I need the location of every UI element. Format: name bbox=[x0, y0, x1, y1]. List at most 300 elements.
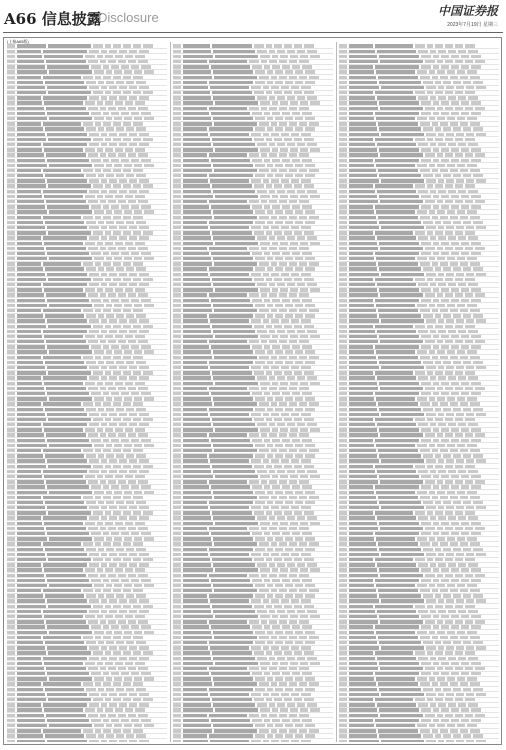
table-cell bbox=[381, 86, 424, 89]
table-cell bbox=[131, 719, 139, 722]
table-cell bbox=[378, 449, 418, 452]
table-cell bbox=[183, 107, 207, 110]
table-cell bbox=[339, 226, 347, 229]
table-cell bbox=[173, 216, 181, 219]
table-cell bbox=[211, 299, 250, 302]
table-cell bbox=[105, 335, 113, 338]
table-cell bbox=[426, 179, 436, 182]
table-cell bbox=[7, 314, 15, 317]
table-cell bbox=[295, 501, 303, 504]
table-cell bbox=[292, 112, 300, 115]
table-cell bbox=[451, 485, 459, 488]
table-cell bbox=[124, 724, 132, 727]
table-cell bbox=[295, 257, 303, 260]
table-cell bbox=[377, 657, 416, 660]
table-cell bbox=[437, 340, 443, 343]
table-cell bbox=[261, 340, 267, 343]
table-cell bbox=[7, 330, 15, 333]
table-cell bbox=[44, 522, 82, 525]
table-cell bbox=[183, 242, 213, 245]
table-cell bbox=[136, 221, 146, 224]
table-cell bbox=[277, 50, 285, 53]
table-cell bbox=[255, 548, 265, 551]
table-cell bbox=[45, 174, 84, 177]
table-cell bbox=[375, 392, 419, 395]
table-cell bbox=[471, 242, 481, 245]
table-cell bbox=[183, 356, 212, 359]
table-cell bbox=[429, 584, 435, 587]
table-cell bbox=[47, 366, 88, 369]
table-cell bbox=[101, 376, 107, 379]
table-cell bbox=[89, 190, 99, 193]
table-cell bbox=[279, 449, 287, 452]
table-cell bbox=[339, 330, 347, 333]
table-cell bbox=[134, 444, 142, 447]
table-cell bbox=[143, 651, 153, 654]
table-cell bbox=[44, 662, 82, 665]
table-cell bbox=[114, 350, 122, 353]
table-cell bbox=[455, 433, 463, 436]
table-cell bbox=[255, 491, 265, 494]
table-cell bbox=[432, 496, 438, 499]
table-cell bbox=[45, 734, 84, 737]
table-cell bbox=[100, 153, 106, 156]
table-cell bbox=[131, 485, 139, 488]
table-cell bbox=[339, 402, 347, 405]
table-cell bbox=[438, 273, 444, 276]
table-cell bbox=[420, 449, 430, 452]
table-cell bbox=[421, 55, 431, 58]
table-cell bbox=[448, 563, 456, 566]
table-cell bbox=[7, 568, 15, 571]
table-cell bbox=[47, 740, 88, 742]
table-cell bbox=[7, 143, 15, 146]
table-cell bbox=[103, 216, 111, 219]
table-cell bbox=[119, 740, 127, 742]
table-cell bbox=[269, 236, 275, 239]
table-cell bbox=[267, 164, 273, 167]
table-cell bbox=[83, 122, 93, 125]
table-cell bbox=[85, 662, 95, 665]
table-cell bbox=[252, 65, 262, 68]
table-cell bbox=[279, 122, 287, 125]
table-cell bbox=[451, 662, 459, 665]
table-cell bbox=[447, 537, 455, 540]
table-cell bbox=[17, 703, 41, 706]
table-cell bbox=[310, 335, 320, 338]
table-cell bbox=[426, 319, 436, 322]
table-cell bbox=[291, 740, 299, 742]
table-cell bbox=[126, 267, 134, 270]
table-cell bbox=[463, 81, 471, 84]
table-cell bbox=[291, 459, 299, 462]
table-cell bbox=[267, 397, 273, 400]
table-cell bbox=[121, 65, 129, 68]
table-cell bbox=[109, 366, 117, 369]
table-cell bbox=[47, 719, 89, 722]
table-cell bbox=[339, 574, 347, 577]
table-cell bbox=[441, 288, 449, 291]
table-cell bbox=[421, 112, 431, 115]
table-cell bbox=[426, 646, 436, 649]
table-cell bbox=[183, 506, 208, 509]
table-cell bbox=[105, 382, 113, 385]
table-cell bbox=[17, 81, 43, 84]
table-cell bbox=[111, 532, 119, 535]
table-cell bbox=[421, 615, 431, 618]
table-cell bbox=[435, 325, 443, 328]
table-cell bbox=[100, 387, 106, 390]
table-cell bbox=[339, 164, 347, 167]
table-cell bbox=[89, 330, 99, 333]
table-cell bbox=[349, 299, 373, 302]
table-cell bbox=[135, 242, 145, 245]
table-cell bbox=[209, 60, 247, 63]
masthead-logo: 中国证券报 bbox=[437, 4, 498, 18]
table-cell bbox=[282, 439, 290, 442]
table-cell bbox=[349, 657, 375, 660]
table-cell bbox=[297, 610, 305, 613]
table-cell bbox=[83, 356, 93, 359]
table-cell bbox=[252, 672, 262, 675]
table-cell bbox=[465, 138, 475, 141]
table-cell bbox=[212, 698, 252, 701]
table-cell bbox=[252, 252, 262, 255]
table-cell bbox=[252, 299, 262, 302]
table-cell bbox=[339, 428, 347, 431]
table-cell bbox=[173, 273, 181, 276]
table-cell bbox=[349, 563, 375, 566]
table-cell bbox=[379, 174, 421, 177]
table-cell bbox=[445, 605, 453, 608]
table-cell bbox=[461, 242, 469, 245]
table-cell bbox=[339, 133, 347, 136]
table-cell bbox=[123, 356, 131, 359]
table-cell bbox=[173, 459, 181, 462]
table-cell bbox=[289, 216, 297, 219]
table-cell bbox=[260, 428, 270, 431]
table-cell bbox=[173, 195, 181, 198]
table-cell bbox=[83, 542, 93, 545]
table-cell bbox=[349, 636, 376, 639]
table-cell bbox=[285, 734, 293, 737]
table-cell bbox=[421, 382, 431, 385]
table-cell bbox=[438, 50, 446, 53]
table-cell bbox=[475, 247, 485, 250]
table-cell bbox=[274, 605, 282, 608]
table-cell bbox=[139, 226, 149, 229]
table-cell bbox=[339, 537, 347, 540]
table-cell bbox=[445, 325, 453, 328]
table-cell bbox=[261, 60, 267, 63]
table-cell bbox=[111, 252, 119, 255]
table-cell bbox=[285, 724, 293, 727]
table-cell bbox=[47, 86, 88, 89]
table-cell bbox=[173, 247, 181, 250]
table-cell bbox=[421, 299, 431, 302]
table-cell bbox=[470, 76, 480, 79]
table-cell bbox=[7, 703, 15, 706]
table-cell bbox=[443, 734, 451, 737]
table-cell bbox=[302, 392, 312, 395]
table-cell bbox=[275, 350, 283, 353]
table-cell bbox=[105, 558, 111, 561]
table-cell bbox=[290, 288, 298, 291]
table-cell bbox=[349, 465, 373, 468]
table-cell bbox=[183, 496, 212, 499]
table-cell bbox=[85, 101, 95, 104]
table-cell bbox=[349, 662, 377, 665]
table-cell bbox=[305, 444, 315, 447]
table-cell bbox=[260, 101, 270, 104]
table-cell bbox=[91, 625, 101, 628]
table-cell bbox=[426, 459, 436, 462]
table-cell bbox=[118, 387, 126, 390]
table-cell bbox=[7, 148, 15, 151]
table-cell bbox=[135, 195, 145, 198]
table-cell bbox=[272, 252, 280, 255]
table-cell bbox=[44, 428, 82, 431]
table-cell bbox=[254, 558, 264, 561]
table-cell bbox=[141, 625, 151, 628]
table-cell bbox=[46, 293, 86, 296]
table-cell bbox=[139, 366, 149, 369]
table-cell bbox=[349, 107, 378, 110]
table-cell bbox=[455, 44, 463, 47]
table-cell bbox=[255, 361, 265, 364]
table-cell bbox=[183, 444, 211, 447]
table-cell bbox=[475, 620, 485, 623]
table-cell bbox=[214, 262, 256, 265]
table-cell bbox=[304, 558, 314, 561]
table-cell bbox=[133, 76, 143, 79]
table-cell bbox=[114, 304, 122, 307]
table-cell bbox=[470, 729, 480, 732]
table-cell bbox=[89, 423, 99, 426]
table-cell bbox=[123, 589, 131, 592]
table-cell bbox=[271, 542, 277, 545]
table-cell bbox=[91, 392, 101, 395]
table-cell bbox=[260, 195, 270, 198]
table-cell bbox=[297, 283, 305, 286]
table-cell bbox=[45, 454, 84, 457]
table-cell bbox=[260, 615, 270, 618]
table-cell bbox=[113, 216, 121, 219]
table-cell bbox=[91, 579, 101, 582]
table-cell bbox=[339, 480, 347, 483]
table-cell bbox=[435, 371, 443, 374]
table-cell bbox=[115, 475, 123, 478]
table-cell bbox=[269, 283, 275, 286]
table-cell bbox=[144, 444, 154, 447]
table-cell bbox=[17, 65, 45, 68]
table-cell bbox=[271, 226, 279, 229]
table-cell bbox=[302, 532, 312, 535]
table-cell bbox=[111, 439, 119, 442]
table-cell bbox=[83, 402, 93, 405]
table-cell bbox=[119, 50, 127, 53]
table-cell bbox=[471, 159, 481, 162]
table-cell bbox=[7, 423, 15, 426]
table-cell bbox=[282, 532, 290, 535]
table-cell bbox=[128, 620, 136, 623]
table-cell bbox=[173, 532, 181, 535]
table-cell bbox=[267, 174, 273, 177]
table-cell bbox=[143, 558, 153, 561]
table-cell bbox=[339, 44, 347, 47]
table-cell bbox=[17, 91, 46, 94]
table-cell bbox=[45, 127, 84, 130]
table-cell bbox=[214, 729, 256, 732]
table-cell bbox=[299, 729, 307, 732]
table-cell bbox=[115, 382, 123, 385]
table-cell bbox=[476, 693, 486, 696]
table-cell bbox=[443, 267, 451, 270]
table-cell bbox=[7, 740, 15, 742]
table-cell bbox=[476, 646, 486, 649]
table-cell bbox=[380, 340, 422, 343]
table-cell bbox=[86, 594, 96, 597]
table-cell bbox=[89, 693, 99, 696]
table-cell bbox=[299, 636, 307, 639]
table-cell bbox=[7, 589, 15, 592]
table-cell bbox=[209, 314, 253, 317]
table-cell bbox=[349, 288, 377, 291]
table-cell bbox=[144, 584, 154, 587]
table-cell bbox=[460, 542, 468, 545]
table-cell bbox=[430, 236, 436, 239]
table-cell bbox=[295, 548, 303, 551]
table-cell bbox=[17, 485, 45, 488]
table-cell bbox=[309, 356, 319, 359]
table-cell bbox=[173, 350, 181, 353]
table-cell bbox=[7, 117, 15, 120]
table-cell bbox=[17, 475, 42, 478]
table-cell bbox=[83, 496, 93, 499]
table-cell bbox=[287, 610, 295, 613]
table-cell bbox=[133, 698, 141, 701]
table-cell bbox=[47, 159, 89, 162]
table-cell bbox=[339, 356, 347, 359]
table-cell bbox=[377, 563, 416, 566]
table-cell bbox=[339, 522, 347, 525]
table-cell bbox=[269, 376, 275, 379]
table-cell bbox=[183, 693, 208, 696]
table-cell bbox=[267, 210, 273, 213]
table-cell bbox=[297, 143, 305, 146]
table-cell bbox=[123, 138, 131, 141]
table-cell bbox=[339, 698, 347, 701]
table-cell bbox=[257, 50, 267, 53]
table-cell bbox=[106, 688, 114, 691]
table-cell bbox=[138, 107, 148, 110]
table-cell bbox=[299, 480, 309, 483]
table-cell bbox=[417, 70, 427, 73]
table-cell bbox=[349, 96, 375, 99]
table-cell bbox=[183, 734, 207, 737]
table-cell bbox=[91, 252, 101, 255]
table-cell bbox=[183, 304, 211, 307]
table-cell bbox=[173, 740, 181, 742]
table-cell bbox=[455, 153, 463, 156]
table-cell bbox=[438, 693, 444, 696]
table-cell bbox=[299, 682, 307, 685]
table-cell bbox=[289, 60, 297, 63]
table-cell bbox=[476, 319, 486, 322]
table-cell bbox=[141, 112, 151, 115]
table-cell bbox=[377, 190, 416, 193]
table-cell bbox=[106, 70, 112, 73]
table-cell bbox=[98, 361, 104, 364]
table-cell bbox=[183, 423, 211, 426]
table-cell bbox=[93, 605, 103, 608]
table-cell bbox=[339, 708, 347, 711]
table-cell bbox=[445, 91, 453, 94]
table-cell bbox=[295, 594, 303, 597]
table-cell bbox=[466, 506, 474, 509]
table-cell bbox=[95, 729, 101, 732]
table-cell bbox=[339, 449, 347, 452]
table-cell bbox=[468, 96, 478, 99]
table-cell bbox=[94, 257, 104, 260]
table-cell bbox=[415, 231, 425, 234]
table-cell bbox=[264, 345, 270, 348]
table-cell bbox=[95, 542, 101, 545]
table-cell bbox=[143, 138, 153, 141]
table-cell bbox=[269, 610, 275, 613]
table-cell bbox=[453, 548, 461, 551]
table-cell bbox=[339, 376, 347, 379]
table-cell bbox=[447, 584, 455, 587]
table-cell bbox=[281, 86, 289, 89]
table-cell bbox=[173, 76, 181, 79]
table-cell bbox=[144, 677, 154, 680]
table-cell bbox=[349, 70, 374, 73]
table-cell bbox=[282, 252, 290, 255]
table-cell bbox=[349, 257, 374, 260]
table-cell bbox=[173, 65, 181, 68]
table-cell bbox=[435, 127, 441, 130]
table-cell bbox=[445, 153, 453, 156]
table-cell bbox=[89, 563, 99, 566]
table-cell bbox=[441, 568, 449, 571]
table-cell bbox=[271, 682, 277, 685]
table-column-2 bbox=[173, 44, 333, 742]
table-cell bbox=[119, 703, 127, 706]
table-cell bbox=[349, 65, 373, 68]
table-cell bbox=[252, 392, 262, 395]
table-cell bbox=[349, 376, 375, 379]
table-cell bbox=[259, 449, 269, 452]
table-cell bbox=[420, 402, 430, 405]
table-cell bbox=[105, 605, 111, 608]
table-cell bbox=[7, 216, 15, 219]
table-cell bbox=[284, 138, 292, 141]
table-cell bbox=[173, 496, 181, 499]
table-cell bbox=[451, 568, 459, 571]
table-cell bbox=[260, 242, 270, 245]
table-cell bbox=[17, 112, 45, 115]
table-cell bbox=[299, 433, 309, 436]
table-cell bbox=[173, 299, 181, 302]
table-cell bbox=[281, 553, 289, 556]
table-cell bbox=[467, 210, 477, 213]
table-cell bbox=[294, 511, 302, 514]
table-cell bbox=[277, 703, 285, 706]
table-cell bbox=[349, 366, 379, 369]
table-cell bbox=[430, 283, 436, 286]
table-cell bbox=[375, 231, 413, 234]
